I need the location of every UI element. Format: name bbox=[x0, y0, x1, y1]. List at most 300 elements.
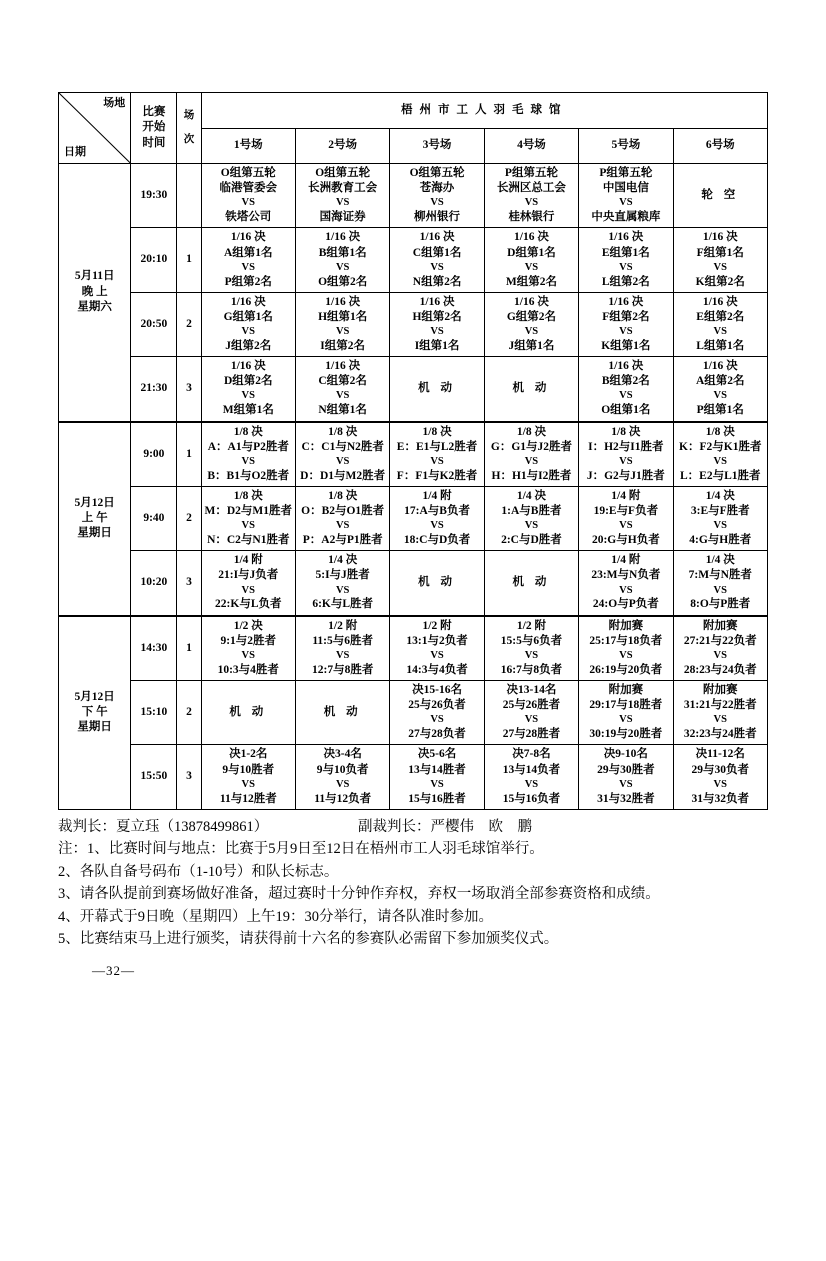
note-3: 3、请各队提前到赛场做好准备，超过赛时十分钟作弃权，弃权一场取消全部参赛资格和成绩。 bbox=[58, 886, 660, 903]
match-cell bbox=[579, 681, 673, 745]
match-line: 31与32胜者 bbox=[597, 792, 655, 805]
match-line: O组第五轮 bbox=[220, 167, 276, 179]
match-line: 1/4 决 bbox=[705, 554, 735, 567]
table-row bbox=[59, 228, 768, 292]
match-cell bbox=[201, 745, 295, 809]
match-line: C组第1名 bbox=[412, 246, 462, 259]
match-cell bbox=[579, 292, 673, 356]
header-start-time-l3: 时间 bbox=[142, 136, 166, 149]
match-cell bbox=[579, 551, 673, 616]
corner-label-venue: 场地 bbox=[103, 97, 126, 109]
match-line: 9与10负者 bbox=[316, 763, 369, 776]
match-cell bbox=[201, 681, 295, 745]
match-line: C：C1与N2胜者 bbox=[301, 440, 384, 453]
match-line: O组第五轮 bbox=[409, 167, 465, 179]
match-line: 机 动 bbox=[418, 382, 456, 395]
vs-label: VS bbox=[241, 261, 255, 273]
match-line: 31:21与22胜者 bbox=[683, 699, 757, 712]
match-line: 1/16 决 bbox=[702, 231, 738, 244]
match-cell bbox=[673, 228, 767, 292]
vs-label: VS bbox=[524, 714, 539, 726]
match-line: 29与30胜者 bbox=[597, 763, 655, 776]
table-row bbox=[59, 745, 768, 809]
match-line: 28:23与24负者 bbox=[683, 663, 757, 676]
match-line: 1/8 决 bbox=[328, 489, 358, 502]
match-line: 1/8 决 bbox=[422, 425, 452, 438]
vs-label: VS bbox=[619, 197, 633, 209]
match-cell bbox=[673, 616, 767, 681]
match-line: 5:I与J胜者 bbox=[315, 569, 370, 582]
match-line: 1/16 决 bbox=[230, 295, 266, 308]
match-line: 9与10胜者 bbox=[222, 763, 275, 776]
vs-label: VS bbox=[524, 455, 539, 467]
match-line: 苍海办 bbox=[419, 182, 455, 195]
vs-label: VS bbox=[335, 455, 350, 467]
header-start-time-l1: 比赛 bbox=[142, 106, 166, 119]
match-line: 25:17与18负者 bbox=[589, 634, 663, 647]
match-line: 1/8 决 bbox=[516, 425, 546, 438]
match-line: O：B2与O1胜者 bbox=[301, 505, 385, 518]
match-line: B组第2名 bbox=[601, 375, 650, 388]
match-cell bbox=[201, 551, 295, 616]
match-order-cell: 3 bbox=[177, 357, 201, 422]
vs-label: VS bbox=[430, 197, 444, 209]
match-line: 1/16 决 bbox=[230, 360, 266, 373]
match-line: 中央直属粮库 bbox=[591, 211, 661, 224]
match-cell bbox=[390, 745, 484, 809]
match-line: I组第1名 bbox=[414, 339, 460, 352]
match-line: 1/16 决 bbox=[608, 295, 644, 308]
table-row bbox=[59, 164, 768, 228]
date-line: 5月12日 bbox=[74, 496, 115, 509]
match-line: 23:M与N负者 bbox=[591, 569, 661, 582]
date-line: 星期六 bbox=[77, 300, 112, 313]
vs-label: VS bbox=[335, 520, 350, 532]
match-line: N组第1名 bbox=[318, 404, 367, 417]
corner-header-cell bbox=[59, 93, 131, 164]
vs-label: VS bbox=[713, 326, 727, 338]
vs-label: VS bbox=[241, 390, 255, 402]
match-line: J组第1名 bbox=[508, 339, 555, 352]
match-cell bbox=[673, 681, 767, 745]
match-line: 1/16 决 bbox=[325, 231, 361, 244]
match-line: 机 动 bbox=[512, 576, 551, 589]
match-order-cell: 1 bbox=[177, 422, 201, 487]
match-line: G组第1名 bbox=[223, 310, 273, 323]
match-line: N：C2与N1胜者 bbox=[207, 534, 290, 547]
match-line: 15:5与6负者 bbox=[500, 634, 563, 647]
match-cell bbox=[295, 745, 389, 809]
match-line: 19:E与F负者 bbox=[593, 505, 659, 518]
match-line: O组第2名 bbox=[318, 275, 368, 288]
corner-label-date: 日期 bbox=[64, 146, 86, 159]
table-row bbox=[59, 616, 768, 681]
match-line: 长洲区总工会 bbox=[496, 182, 566, 195]
start-time-cell: 20:10 bbox=[131, 228, 177, 292]
match-cell bbox=[673, 486, 767, 550]
match-line: 4:G与H胜者 bbox=[689, 534, 752, 547]
match-cell bbox=[673, 292, 767, 356]
match-line: P：A2与P1胜者 bbox=[302, 534, 383, 547]
match-cell bbox=[201, 228, 295, 292]
header-match-order-l2: 次 bbox=[183, 134, 195, 145]
match-line: H：H1与I2胜者 bbox=[491, 469, 572, 482]
match-line: 中国电信 bbox=[602, 182, 649, 195]
match-cell bbox=[295, 681, 389, 745]
match-line: 13:1与2负者 bbox=[406, 634, 468, 647]
vs-label: VS bbox=[430, 714, 444, 726]
match-line: K：F2与K1胜者 bbox=[679, 440, 762, 453]
match-line: G组第2名 bbox=[506, 310, 557, 323]
match-line: I组第2名 bbox=[320, 339, 366, 352]
match-cell bbox=[579, 616, 673, 681]
match-line: 附加赛 bbox=[608, 619, 644, 632]
match-line: L：E2与L1胜者 bbox=[680, 469, 761, 482]
match-line: 18:C与D负者 bbox=[403, 534, 471, 547]
vs-label: VS bbox=[524, 326, 539, 338]
match-line: 11:5与6胜者 bbox=[312, 634, 374, 647]
vs-label: VS bbox=[430, 520, 444, 532]
match-line: 1/16 决 bbox=[514, 295, 549, 308]
match-cell bbox=[201, 616, 295, 681]
vs-label: VS bbox=[335, 649, 350, 661]
match-order-cell: 1 bbox=[177, 228, 201, 292]
match-line: 桂林银行 bbox=[508, 211, 555, 224]
court-header-1: 1号场 bbox=[201, 128, 295, 164]
match-line: 22:K与L负者 bbox=[215, 598, 282, 611]
match-line: M组第1名 bbox=[222, 404, 274, 417]
match-line: 附加赛 bbox=[608, 684, 644, 696]
match-line: 1/8 决 bbox=[705, 425, 735, 438]
vs-label: VS bbox=[713, 778, 727, 790]
court-header-4: 4号场 bbox=[484, 128, 578, 164]
match-line: 27与28负者 bbox=[408, 728, 466, 741]
vs-label: VS bbox=[430, 261, 444, 273]
match-cell bbox=[390, 422, 484, 487]
vs-label: VS bbox=[524, 778, 539, 790]
match-line: M组第2名 bbox=[505, 275, 557, 288]
match-cell bbox=[484, 745, 578, 809]
date-line: 晚 上 bbox=[81, 285, 108, 298]
note-4: 4、开幕式于9日晚（星期四）上午19：30分举行，请各队准时参加。 bbox=[58, 908, 493, 925]
table-row bbox=[59, 486, 768, 550]
match-cell bbox=[295, 616, 389, 681]
match-line: 27与28胜者 bbox=[502, 728, 561, 741]
match-line: A组第1名 bbox=[223, 246, 273, 259]
vs-label: VS bbox=[430, 455, 444, 467]
match-line: 1/2 附 bbox=[328, 619, 358, 632]
match-cell bbox=[295, 357, 389, 422]
match-line: 决9-10名 bbox=[603, 748, 648, 761]
match-line: H组第1名 bbox=[318, 310, 368, 323]
match-line: L组第2名 bbox=[601, 275, 650, 288]
match-line: 1/2 决 bbox=[233, 619, 263, 632]
match-line: 1/16 决 bbox=[230, 231, 266, 244]
vs-label: VS bbox=[241, 649, 255, 661]
vs-label: VS bbox=[713, 455, 727, 467]
date-line: 星期日 bbox=[77, 527, 112, 540]
vs-label: VS bbox=[619, 778, 633, 790]
schedule-table bbox=[58, 92, 768, 810]
match-line: 机 动 bbox=[229, 706, 268, 719]
start-time-cell: 15:10 bbox=[131, 681, 177, 745]
match-line: O组第1名 bbox=[601, 404, 651, 417]
match-line: 1/16 决 bbox=[325, 360, 361, 373]
match-line: 决7-8名 bbox=[512, 748, 551, 761]
header-start-time-l2: 开始 bbox=[142, 121, 166, 134]
page-number: —32— bbox=[92, 962, 135, 978]
date-line: 5月11日 bbox=[74, 270, 115, 283]
vs-label: VS bbox=[430, 649, 444, 661]
match-line: 31与32负者 bbox=[691, 792, 750, 805]
match-line: F组第1名 bbox=[696, 246, 744, 259]
match-line: 1/16 决 bbox=[514, 231, 549, 244]
note-1: 注：1、比赛时间与地点：比赛于5月9日至12日在梧州市工人羽毛球馆举行。 bbox=[58, 841, 544, 858]
vs-label: VS bbox=[524, 261, 539, 273]
match-line: K组第1名 bbox=[601, 339, 651, 352]
table-row bbox=[59, 292, 768, 356]
match-line: 铁塔公司 bbox=[225, 211, 272, 224]
match-line: 临港管委会 bbox=[219, 182, 278, 195]
match-line: 32:23与24胜者 bbox=[683, 728, 757, 741]
match-cell bbox=[579, 486, 673, 550]
match-cell bbox=[484, 681, 578, 745]
match-order-cell: 3 bbox=[177, 745, 201, 809]
match-line: H组第2名 bbox=[412, 310, 462, 323]
match-line: 柳州银行 bbox=[414, 211, 461, 224]
match-line: E组第2名 bbox=[696, 310, 745, 323]
vs-label: VS bbox=[241, 197, 255, 209]
match-cell bbox=[579, 357, 673, 422]
match-line: 机 动 bbox=[323, 706, 362, 719]
match-order-cell: 2 bbox=[177, 681, 201, 745]
match-line: J组第2名 bbox=[225, 339, 272, 352]
match-cell bbox=[484, 616, 578, 681]
vs-label: VS bbox=[524, 197, 539, 209]
vs-label: VS bbox=[619, 390, 633, 402]
court-header-5: 5号场 bbox=[579, 128, 673, 164]
match-line: A组第2名 bbox=[695, 375, 745, 388]
match-line: 25与26负者 bbox=[408, 699, 466, 712]
match-line: 1/8 决 bbox=[328, 425, 358, 438]
match-line: 13与14胜者 bbox=[408, 763, 466, 776]
match-line: 1/2 附 bbox=[516, 619, 546, 632]
match-line: 10:3与4胜者 bbox=[217, 663, 279, 676]
match-order-cell: 2 bbox=[177, 292, 201, 356]
match-line: 8:O与P胜者 bbox=[690, 598, 751, 611]
match-line: 6:K与L胜者 bbox=[312, 598, 374, 611]
match-line: I：H2与I1胜者 bbox=[588, 440, 664, 453]
vs-label: VS bbox=[241, 778, 255, 790]
vs-label: VS bbox=[335, 778, 350, 790]
match-line: 21:I与J负者 bbox=[218, 569, 279, 582]
vs-label: VS bbox=[713, 390, 727, 402]
match-cell bbox=[295, 551, 389, 616]
header-match-order-l1: 场 bbox=[183, 109, 195, 121]
vs-label: VS bbox=[619, 714, 633, 726]
match-line: C组第2名 bbox=[318, 375, 367, 388]
match-line: 1/4 附 bbox=[611, 489, 641, 502]
referee-line bbox=[58, 816, 778, 838]
start-time-cell: 9:40 bbox=[131, 486, 177, 550]
header-match-order bbox=[177, 93, 201, 164]
match-line: 决1-2名 bbox=[229, 748, 268, 761]
match-line: B组第1名 bbox=[318, 246, 367, 259]
match-cell bbox=[295, 422, 389, 487]
match-cell bbox=[484, 228, 578, 292]
header-start-time bbox=[131, 93, 177, 164]
date-line: 5月12日 bbox=[74, 690, 115, 703]
match-order-cell: 2 bbox=[177, 486, 201, 550]
match-line: D：D1与M2胜者 bbox=[300, 469, 386, 482]
match-cell bbox=[673, 551, 767, 616]
table-row bbox=[59, 357, 768, 422]
match-line: P组第2名 bbox=[224, 275, 272, 288]
match-cell bbox=[673, 422, 767, 487]
match-cell bbox=[390, 164, 484, 228]
match-line: 决5-6名 bbox=[417, 748, 457, 761]
match-line: 30:19与20胜者 bbox=[589, 728, 663, 741]
date-cell bbox=[59, 422, 131, 616]
match-line: 29:17与18胜者 bbox=[589, 699, 663, 712]
vs-label: VS bbox=[430, 778, 444, 790]
match-line: 15与16负者 bbox=[502, 792, 561, 805]
court-header-2: 2号场 bbox=[295, 128, 389, 164]
referee-deputy: 副裁判长：严樱伟 欧 鹏 bbox=[358, 818, 532, 835]
court-header-3: 3号场 bbox=[390, 128, 484, 164]
match-line: K组第2名 bbox=[695, 275, 745, 288]
match-order-cell bbox=[177, 164, 201, 228]
match-cell bbox=[295, 486, 389, 550]
match-line: 1/4 附 bbox=[422, 489, 452, 502]
match-cell bbox=[201, 486, 295, 550]
match-cell bbox=[579, 745, 673, 809]
vs-label: VS bbox=[335, 197, 350, 209]
match-cell bbox=[484, 422, 578, 487]
match-line: P组第五轮 bbox=[599, 167, 653, 179]
vs-label: VS bbox=[713, 261, 727, 273]
vs-label: VS bbox=[713, 714, 727, 726]
match-cell bbox=[201, 422, 295, 487]
match-line: 1/16 决 bbox=[419, 295, 455, 308]
match-line: 1/2 附 bbox=[422, 619, 452, 632]
match-line: 24:O与P负者 bbox=[592, 598, 659, 611]
vs-label: VS bbox=[619, 455, 633, 467]
match-cell bbox=[484, 164, 578, 228]
match-cell bbox=[201, 164, 295, 228]
match-line: E：E1与L2胜者 bbox=[396, 440, 478, 453]
match-line: 1/16 决 bbox=[608, 231, 644, 244]
match-cell bbox=[390, 228, 484, 292]
match-line: 3:E与F胜者 bbox=[690, 505, 750, 518]
match-line: 29与30负者 bbox=[691, 763, 750, 776]
vs-label: VS bbox=[524, 520, 539, 532]
document-page bbox=[0, 92, 826, 1261]
table-row bbox=[59, 422, 768, 487]
start-time-cell: 9:00 bbox=[131, 422, 177, 487]
match-cell bbox=[673, 745, 767, 809]
start-time-cell: 10:20 bbox=[131, 551, 177, 616]
match-line: 15与16胜者 bbox=[408, 792, 466, 805]
referee-chief: 裁判长：夏立珏（13878499861） bbox=[58, 818, 269, 835]
date-line: 上 午 bbox=[81, 511, 108, 524]
match-line: 12:7与8胜者 bbox=[311, 663, 374, 676]
match-line: 11与12胜者 bbox=[219, 792, 277, 805]
match-line: 1/4 决 bbox=[705, 489, 735, 502]
match-line: 1/8 决 bbox=[233, 425, 263, 438]
match-line: N组第2名 bbox=[412, 275, 462, 288]
vs-label: VS bbox=[430, 326, 444, 338]
match-line: 14:3与4负者 bbox=[406, 663, 468, 676]
hall-title: 梧州市工人羽毛球馆 bbox=[201, 93, 767, 129]
match-line: 长洲教育工会 bbox=[308, 182, 378, 195]
match-line: 1/16 决 bbox=[419, 231, 455, 244]
match-cell bbox=[390, 681, 484, 745]
vs-label: VS bbox=[619, 584, 633, 596]
match-line: 26:19与20负者 bbox=[589, 663, 663, 676]
match-cell bbox=[390, 551, 484, 616]
match-line: 1/8 决 bbox=[233, 489, 263, 502]
start-time-cell: 21:30 bbox=[131, 357, 177, 422]
match-line: 9:1与2胜者 bbox=[220, 634, 277, 647]
match-cell bbox=[295, 164, 389, 228]
vs-label: VS bbox=[713, 649, 727, 661]
match-line: O组第五轮 bbox=[315, 167, 371, 179]
match-line: 2:C与D胜者 bbox=[501, 534, 562, 547]
match-line: 7:M与N胜者 bbox=[688, 569, 752, 582]
match-line: 27:21与22负者 bbox=[683, 634, 757, 647]
match-line: D组第1名 bbox=[507, 246, 556, 259]
start-time-cell: 20:50 bbox=[131, 292, 177, 356]
match-cell bbox=[201, 292, 295, 356]
match-line: 1/4 决 bbox=[328, 554, 358, 567]
match-cell bbox=[484, 357, 578, 422]
match-cell bbox=[390, 292, 484, 356]
match-cell bbox=[484, 292, 578, 356]
match-line: 附加赛 bbox=[703, 619, 738, 632]
match-cell bbox=[390, 486, 484, 550]
vs-label: VS bbox=[335, 584, 350, 596]
match-line: 国海证券 bbox=[319, 211, 366, 224]
match-order-cell: 3 bbox=[177, 551, 201, 616]
match-line: P组第1名 bbox=[696, 404, 744, 417]
match-line: M：D2与M1胜者 bbox=[204, 505, 293, 518]
match-line: F组第2名 bbox=[602, 310, 650, 323]
match-line: 13与14负者 bbox=[502, 763, 561, 776]
match-cell bbox=[295, 292, 389, 356]
match-cell bbox=[390, 616, 484, 681]
match-cell bbox=[579, 228, 673, 292]
match-cell bbox=[390, 357, 484, 422]
vs-label: VS bbox=[524, 649, 539, 661]
vs-label: VS bbox=[241, 326, 255, 338]
match-line: 机 动 bbox=[512, 382, 551, 395]
match-line: 决13-14名 bbox=[506, 684, 557, 696]
match-cell bbox=[484, 551, 578, 616]
table-row bbox=[59, 681, 768, 745]
vs-label: VS bbox=[619, 520, 633, 532]
vs-label: VS bbox=[619, 261, 633, 273]
match-cell bbox=[295, 228, 389, 292]
match-line: 1:A与B胜者 bbox=[501, 505, 562, 518]
match-line: 11与12负者 bbox=[314, 792, 372, 805]
match-line: 1/8 决 bbox=[611, 425, 641, 438]
match-line: 16:7与8负者 bbox=[500, 663, 563, 676]
match-line: 轮 空 bbox=[701, 189, 740, 202]
match-cell bbox=[201, 357, 295, 422]
vs-label: VS bbox=[335, 261, 350, 273]
match-line: 1/4 附 bbox=[611, 554, 641, 567]
